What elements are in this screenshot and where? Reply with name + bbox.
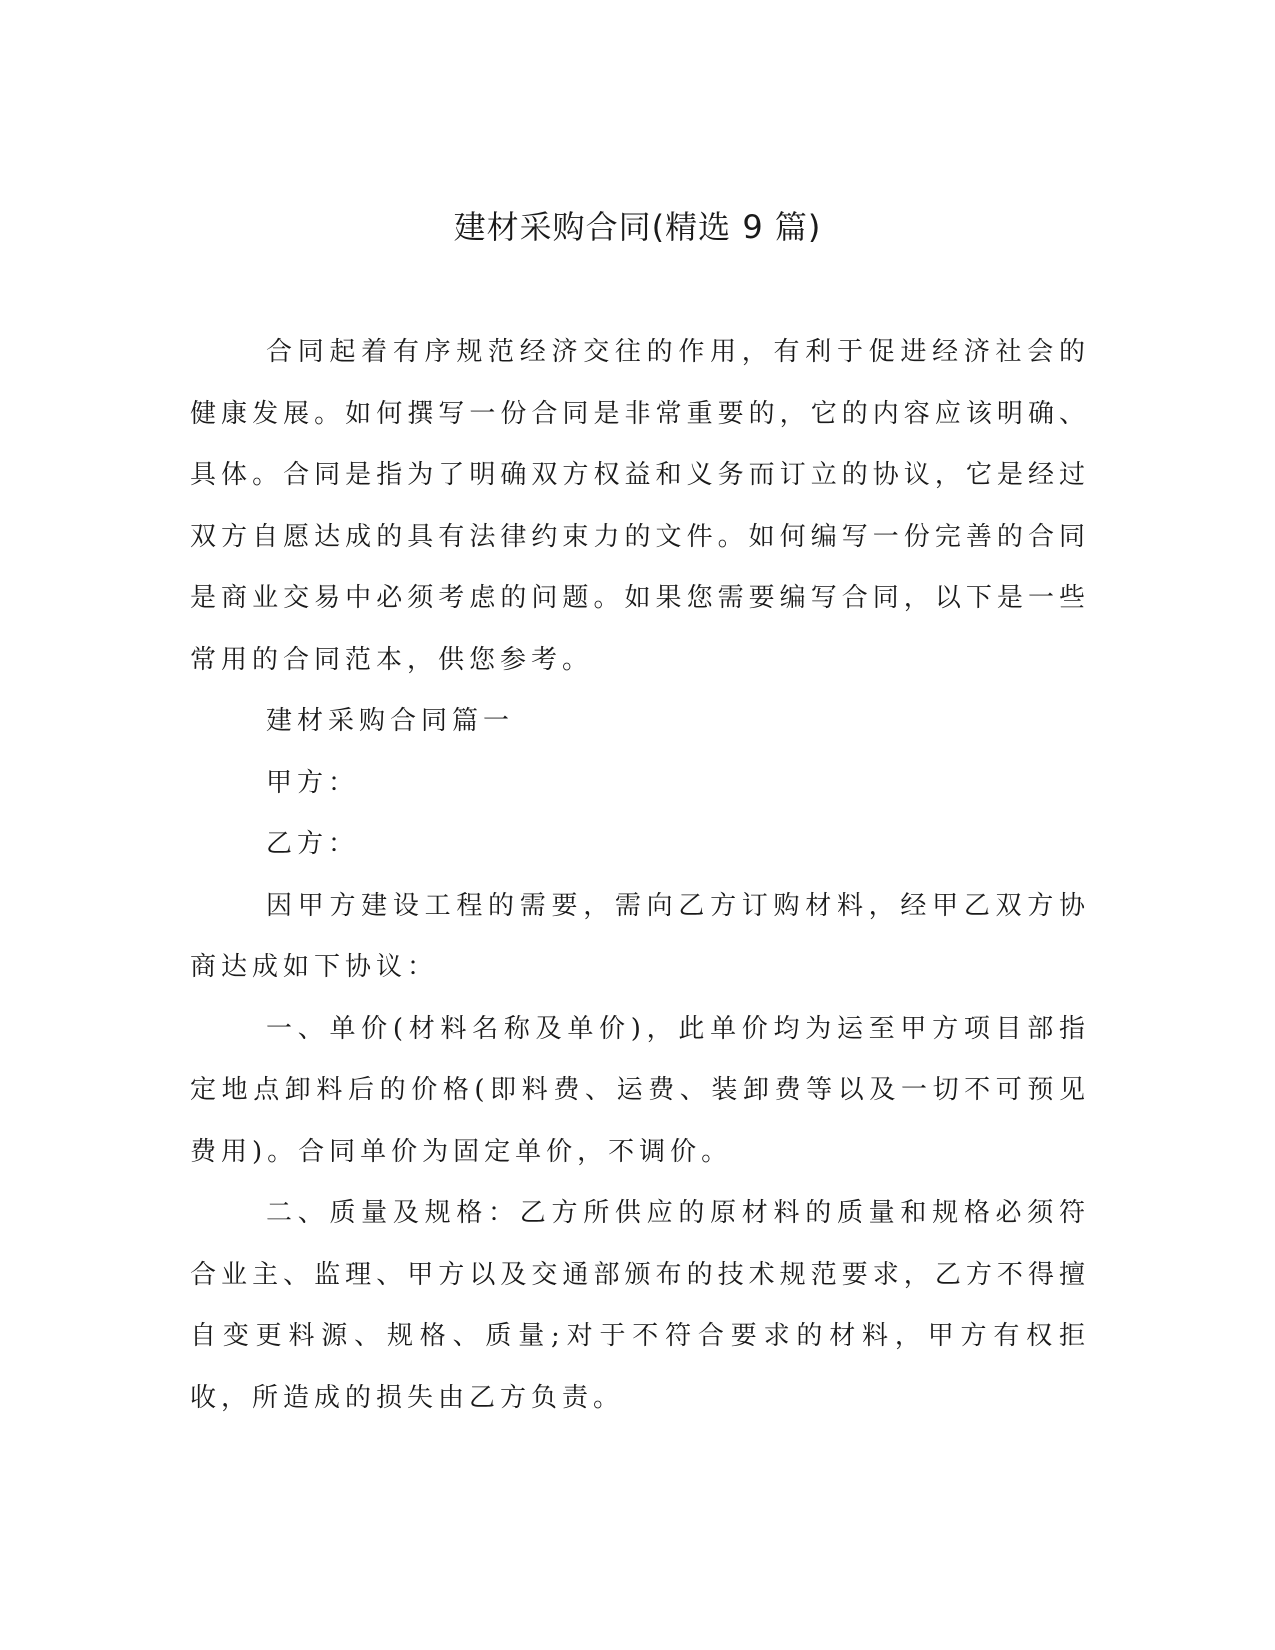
document-title: 建材采购合同(精选 9 篇) xyxy=(453,208,822,246)
agreement-paragraph: 因甲方建设工程的需要，需向乙方订购材料，经甲乙双方协商达成如下协议： xyxy=(190,890,1090,982)
party-b-line: 乙方： xyxy=(266,829,360,859)
section-heading: 建材采购合同篇一 xyxy=(266,706,515,736)
clause-2-paragraph: 二、质量及规格：乙方所供应的原材料的质量和规格必须符合业主、监理、甲方以及交通部颁布的技术规范要求，乙方不得擅自变更料源、规格、质量;对于不符合要求的材料，甲方有权拒收，所造成的损失由乙方负责。 xyxy=(190,1198,1090,1413)
document-body xyxy=(190,322,1090,1429)
intro-paragraph: 合同起着有序规范经济交往的作用，有利于促进经济社会的健康发展。如何撰写一份合同是非常重要的，它的内容应该明确、具体。合同是指为了明确双方权益和义务而订立的协议，它是经过双方自愿达成的具有法律约束力的文件。如何编写一份完善的合同是商业交易中必须考虑的问题。如果您需要编写合同，以下是一些常用的合同范本，供您参考。 xyxy=(190,337,1090,675)
party-a-line: 甲方： xyxy=(266,767,360,798)
clause-1-paragraph: 一、单价(材料名称及单价)，此单价均为运至甲方项目部指定地点卸料后的价格(即料费、运费、装卸费等以及一切不可预见费用)。合同单价为固定单价，不调价。 xyxy=(190,1013,1090,1167)
